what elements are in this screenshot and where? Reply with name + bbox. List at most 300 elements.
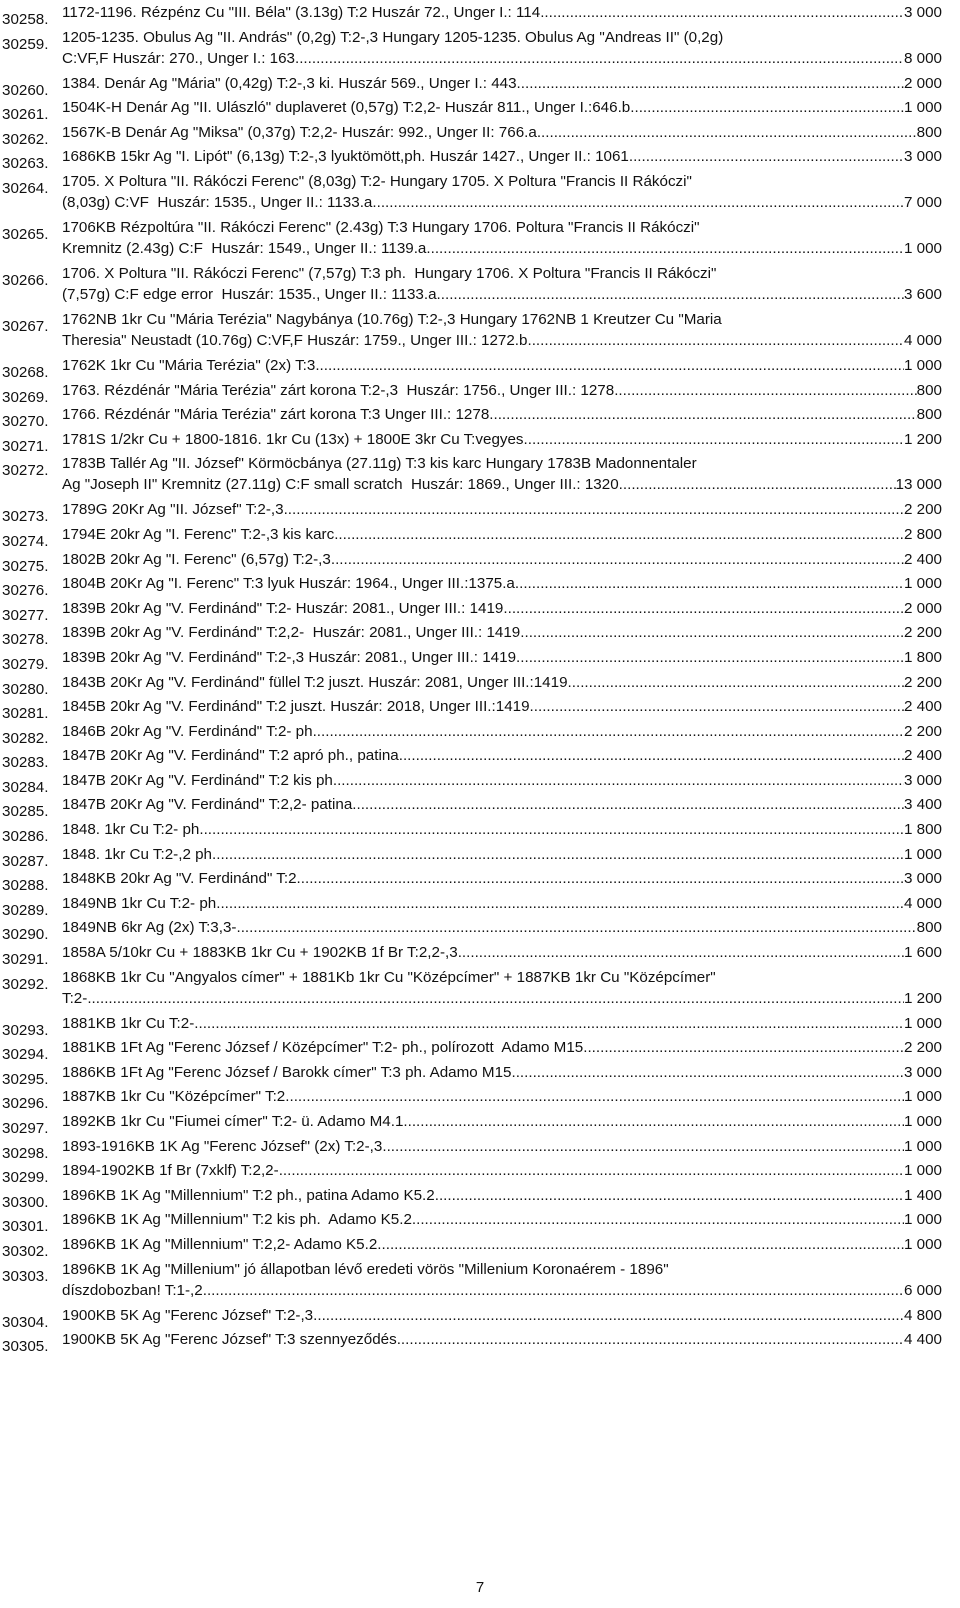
description-text: 1892KB 1kr Cu "Fiumei címer" T:2- ü. Adamo M4.1	[62, 1113, 404, 1130]
lot-description	[62, 73, 942, 94]
lot-description	[62, 1209, 942, 1230]
lot-description	[62, 1329, 942, 1350]
catalog-entry	[0, 146, 960, 173]
catalog-entry	[0, 27, 960, 69]
lot-description	[62, 1234, 942, 1255]
catalog-entry	[0, 794, 960, 821]
lot-price: 1 000	[903, 99, 942, 117]
lot-price: 3 400	[903, 796, 942, 814]
lot-price: 1 800	[903, 648, 942, 666]
description-text: 1839B 20kr Ag "V. Ferdinánd" T:2- Huszár: 2081., Unger III.: 1419.	[62, 599, 508, 617]
lot-price: 4 000	[903, 331, 942, 349]
dot-leader	[532, 330, 904, 351]
description-text: (7,57g) C:F edge error Huszár: 1535., Unger II.: 1133.a	[62, 285, 437, 303]
description-text: 1706KB Rézpoltúra "II. Rákóczi Ferenc" (2.43g) T:3 Hungary 1706. Poltura "Francis II Rákóczi"	[62, 218, 700, 236]
description-line	[62, 721, 942, 742]
catalog-entry	[0, 1329, 960, 1356]
dot-leader	[583, 1037, 904, 1058]
description-text: 1848. 1kr Cu T:2- ph.	[62, 821, 204, 839]
description-text: 1894-1902KB 1f Br (7xklf) T:2,2-	[62, 1162, 279, 1180]
description-line	[62, 942, 942, 963]
lot-price: 1 200	[903, 989, 942, 1007]
description-line	[62, 1086, 942, 1107]
lot-number-text: 30295.	[2, 1070, 49, 1088]
lot-number-text: 30302.	[2, 1242, 49, 1260]
description-text: 1896KB 1K Ag "Millennium" T:2 kis ph. Adamo K5.2	[62, 1211, 412, 1229]
lot-number-text: 30289.	[2, 901, 49, 919]
catalog-entry	[0, 770, 960, 796]
dot-leader	[382, 1136, 904, 1157]
lot-price: 3 000	[903, 4, 942, 21]
description-line	[62, 1280, 942, 1301]
catalog-entry	[0, 263, 960, 305]
dot-leader	[493, 404, 916, 425]
description-text: (8,03g) C:VF Huszár: 1535., Unger II.: 1133.a	[62, 193, 373, 211]
catalog-entry	[0, 404, 960, 431]
lot-description	[62, 1185, 942, 1206]
lot-price: 1 000	[903, 239, 942, 257]
description-line	[62, 967, 942, 988]
lot-description	[62, 1160, 942, 1181]
description-text: 1762K 1kr Cu "Mária Terézia" (2x) T:3	[62, 356, 316, 374]
lot-price: 1 000	[903, 1235, 942, 1253]
description-text: 1893-1916KB 1K Ag "Ferenc József" (2x) T:2-,3	[62, 1137, 383, 1155]
lot-description	[62, 453, 942, 495]
description-line	[62, 1329, 942, 1350]
catalog-entry	[0, 696, 960, 723]
description-line	[62, 1013, 942, 1034]
description-line	[62, 355, 942, 376]
description-text: 1849NB 6kr Ag (2x) T:3,3-	[62, 919, 237, 937]
description-line	[62, 429, 942, 450]
description-text: 1804B 20Kr Ag "I. Ferenc" T:3 lyuk Huszár: 1964., Unger III.:1375.a	[62, 575, 515, 593]
lot-price: 1 600	[903, 944, 942, 962]
catalog-entry	[0, 598, 960, 624]
lot-price: 2 800	[903, 525, 942, 543]
catalog-entry	[0, 429, 960, 455]
lot-number-text: 30268.	[2, 363, 49, 381]
catalog-entry	[0, 1160, 960, 1187]
description-text: 1172-1196. Rézpénz Cu "III. Béla" (3.13g) T:2 Huszár 72., Unger I.: 114.	[62, 4, 545, 21]
catalog-entry	[0, 721, 960, 747]
dot-leader	[544, 2, 904, 23]
description-line	[62, 622, 942, 643]
catalog-entry	[0, 868, 960, 895]
lot-description	[62, 745, 942, 766]
description-text: 1789G 20Kr Ag "II. József" T:2-,3	[62, 501, 284, 519]
lot-price: 3 600	[903, 285, 942, 303]
catalog-entry	[0, 1234, 960, 1260]
catalog-entry	[0, 309, 960, 351]
lot-price: 2 400	[903, 747, 942, 765]
description-line	[62, 1305, 942, 1326]
description-text: 1567K-B Denár Ag "Miksa" (0,37g) T:2,2- Huszár: 992., Unger II: 766.a	[62, 123, 537, 141]
lot-price: 4 800	[903, 1306, 942, 1324]
lot-number-text: 30267.	[2, 317, 49, 335]
lot-number-text: 30304.	[2, 1313, 49, 1331]
catalog-entry	[0, 524, 960, 550]
lot-number-text: 30285.	[2, 803, 49, 821]
lot-price: 1 000	[903, 1211, 942, 1229]
lot-description	[62, 97, 942, 118]
description-text: 1847B 20Kr Ag "V. Ferdinánd" T:2 kis ph.	[62, 771, 338, 789]
dot-leader	[299, 48, 904, 69]
dot-leader	[399, 745, 904, 766]
lot-description	[62, 380, 942, 401]
catalog-entry	[0, 1037, 960, 1064]
lot-number-text: 30297.	[2, 1120, 49, 1137]
dot-leader	[511, 1062, 904, 1083]
catalog-entry	[0, 573, 960, 600]
lot-price: 1 000	[903, 1113, 942, 1130]
lot-description	[62, 549, 942, 570]
catalog-entry	[0, 844, 960, 870]
lot-price: 2 000	[903, 74, 942, 92]
lot-price: 2 400	[903, 550, 942, 568]
catalog-entry	[0, 1305, 960, 1331]
lot-description	[62, 893, 942, 914]
description-line	[62, 404, 942, 425]
catalog-entry	[0, 1209, 960, 1236]
dot-leader	[618, 380, 916, 401]
description-text: díszdobozban! T:1-,2	[62, 1281, 203, 1299]
lot-description	[62, 573, 942, 594]
dot-leader	[313, 1305, 904, 1326]
description-line	[62, 1037, 942, 1058]
lot-description	[62, 524, 942, 545]
lot-description	[62, 1086, 942, 1107]
catalog-entry	[0, 819, 960, 846]
lot-price: 1 200	[903, 430, 942, 448]
description-text: Kremnitz (2.43g) C:F Huszár: 1549., Unger II.: 1139.a	[62, 239, 427, 257]
dot-leader	[297, 868, 904, 889]
lot-number-text: 30280.	[2, 680, 49, 698]
description-text: 1839B 20kr Ag "V. Ferdinánd" T:2-,3 Huszár: 2081., Unger III.: 1419.	[62, 648, 521, 666]
description-line	[62, 524, 942, 545]
lot-number-text: 30281.	[2, 705, 49, 723]
lot-description	[62, 844, 942, 865]
lot-description	[62, 1037, 942, 1058]
lot-price: 6 000	[903, 1281, 942, 1299]
lot-number-text: 30298.	[2, 1144, 49, 1162]
catalog-entry	[0, 942, 960, 969]
lot-number-text: 30291.	[2, 951, 49, 969]
description-text: 1762NB 1kr Cu "Mária Terézia" Nagybánya (10.76g) T:2-,3 Hungary 1762NB 1 Kreutzer Cu "Maria	[62, 310, 722, 328]
lot-number-text: 30294.	[2, 1046, 49, 1064]
description-line	[62, 868, 942, 889]
description-text: Ag "Joseph II" Kremnitz (27.11g) C:F small scratch Huszár: 1869., Unger III.: 1320.	[62, 476, 623, 494]
description-line	[62, 1136, 942, 1157]
lot-description	[62, 794, 942, 815]
lot-number	[0, 499, 62, 526]
dot-leader	[412, 1209, 904, 1230]
dot-leader	[372, 192, 904, 213]
lot-number-text: 30270.	[2, 413, 49, 431]
catalog-entry	[0, 549, 960, 575]
lot-number-text: 30287.	[2, 852, 49, 870]
dot-leader	[220, 893, 904, 914]
catalog-entry	[0, 355, 960, 381]
lot-number-text: 30262.	[2, 130, 49, 148]
description-line	[62, 453, 942, 474]
description-text: 1887KB 1kr Cu "Középcímer" T:2	[62, 1088, 286, 1106]
lot-number	[0, 263, 62, 289]
dot-leader	[437, 284, 904, 305]
catalog-entry	[0, 1013, 960, 1039]
lot-price: 3 000	[903, 870, 942, 888]
lot-price: 1 000	[903, 1137, 942, 1155]
lot-number	[0, 1013, 62, 1039]
catalog-entry	[0, 73, 960, 99]
lot-number	[0, 2, 62, 28]
lot-price: 1 000	[903, 575, 942, 593]
description-line	[62, 770, 942, 791]
lot-description	[62, 1013, 942, 1034]
lot-description	[62, 1136, 942, 1157]
description-line	[62, 573, 942, 594]
description-line	[62, 171, 942, 192]
lot-number-text: 30284.	[2, 778, 49, 796]
description-text: 1845B 20kr Ag "V. Ferdinánd" T:2 juszt. Huszár: 2018, Unger III.:1419.	[62, 698, 534, 716]
catalog-entry	[0, 1185, 960, 1211]
lot-number-text: 30290.	[2, 926, 49, 944]
description-text: 1847B 20Kr Ag "V. Ferdinánd" T:2,2- patina	[62, 796, 353, 814]
description-text: 1881KB 1Ft Ag "Ferenc József / Középcímer" T:2- ph., polírozott Adamo M15	[62, 1039, 584, 1057]
dot-leader	[633, 146, 904, 167]
description-line	[62, 1209, 942, 1230]
lot-price: 8 000	[903, 49, 942, 67]
dot-leader	[331, 549, 904, 570]
lot-number-text: 30299.	[2, 1169, 49, 1187]
dot-leader	[572, 672, 904, 693]
lot-price: 3 000	[903, 771, 942, 789]
description-text: 1900KB 5K Ag "Ferenc József" T:3 szennyeződés	[62, 1331, 397, 1349]
catalog-entry	[0, 1086, 960, 1113]
lot-price: 800	[916, 123, 942, 141]
description-text: 1900KB 5K Ag "Ferenc József" T:2-,3	[62, 1306, 314, 1324]
lot-description	[62, 917, 942, 938]
catalog-entry	[0, 1111, 960, 1137]
catalog-entry	[0, 499, 960, 526]
dot-leader	[194, 1013, 904, 1034]
catalog-entry	[0, 453, 960, 495]
lot-description	[62, 622, 942, 643]
lot-description	[62, 309, 942, 351]
dot-leader	[285, 1086, 904, 1107]
lot-number	[0, 217, 62, 243]
lot-description	[62, 819, 942, 840]
lot-price: 2 200	[903, 624, 942, 642]
dot-leader	[524, 429, 904, 450]
dot-leader	[317, 721, 904, 742]
dot-leader	[537, 122, 917, 143]
lot-description	[62, 942, 942, 963]
description-line	[62, 146, 942, 167]
description-line	[62, 819, 942, 840]
description-text: Theresia" Neustadt (10.76g) C:VF,F Huszár: 1759., Unger III.: 1272.b.	[62, 331, 532, 349]
catalog-entry	[0, 967, 960, 1009]
description-line	[62, 217, 942, 238]
description-line	[62, 122, 942, 143]
dot-leader	[534, 696, 904, 717]
lot-price: 2 200	[903, 501, 942, 519]
lot-number-text: 30305.	[2, 1338, 49, 1356]
dot-leader	[337, 770, 904, 791]
description-line	[62, 988, 942, 1009]
dot-leader	[403, 1111, 904, 1132]
dot-leader	[634, 97, 904, 118]
description-line	[62, 27, 942, 48]
lot-price: 13 000	[895, 476, 942, 494]
lot-description	[62, 217, 942, 259]
dot-leader	[397, 1329, 904, 1350]
description-line	[62, 1234, 942, 1255]
lot-price: 800	[916, 381, 942, 399]
catalog-list	[0, 2, 960, 1354]
lot-number-text: 30286.	[2, 828, 49, 846]
description-text: T:2-	[62, 989, 88, 1007]
lot-number-text: 30275.	[2, 557, 49, 575]
dot-leader	[279, 1160, 904, 1181]
dot-leader	[284, 499, 904, 520]
lot-description	[62, 429, 942, 450]
lot-description	[62, 27, 942, 69]
lot-description	[62, 355, 942, 376]
dot-leader	[236, 917, 916, 938]
catalog-entry	[0, 893, 960, 919]
description-text: 1781S 1/2kr Cu + 1800-1816. 1kr Cu (13x) + 1800E 3kr Cu T:vegyes	[62, 430, 524, 448]
lot-number-text: 30260.	[2, 81, 49, 99]
dot-leader	[216, 844, 904, 865]
description-text: 1896KB 1K Ag "Millenium" jó állapotban lévő eredeti vörös "Millenium Koronaérem - 1896"	[62, 1260, 669, 1278]
lot-number-text: 30258.	[2, 11, 49, 28]
description-line	[62, 48, 942, 69]
lot-number-text: 30272.	[2, 462, 49, 480]
dot-leader	[520, 647, 904, 668]
lot-number-text: 30263.	[2, 155, 49, 173]
lot-description	[62, 868, 942, 889]
description-line	[62, 1259, 942, 1280]
lot-number-text: 30292.	[2, 975, 49, 993]
lot-number-text: 30296.	[2, 1095, 49, 1113]
lot-price: 1 000	[903, 1088, 942, 1106]
lot-price: 2 200	[903, 722, 942, 740]
lot-description	[62, 263, 942, 305]
catalog-entry	[0, 380, 960, 406]
lot-number-text: 30293.	[2, 1021, 49, 1039]
lot-number-text: 30276.	[2, 582, 49, 600]
dot-leader	[623, 474, 896, 495]
description-text: 1896KB 1K Ag "Millennium" T:2 ph., patina Adamo K5.2	[62, 1186, 435, 1204]
description-text: 1205-1235. Obulus Ag "II. András" (0,2g) T:2-,3 Hungary 1205-1235. Obulus Ag "Andreas II" (0,2g)	[62, 28, 724, 46]
catalog-entry	[0, 1136, 960, 1162]
description-text: 1686KB 15kr Ag "I. Lipót" (6,13g) T:2-,3 lyuktömött,ph. Huszár 1427., Unger II.: 1061.	[62, 148, 634, 166]
lot-number-text: 30274.	[2, 532, 49, 550]
description-text: 1849NB 1kr Cu T:2- ph.	[62, 894, 221, 912]
description-text: 1802B 20kr Ag "I. Ferenc" (6,57g) T:2-,3	[62, 550, 331, 568]
description-line	[62, 794, 942, 815]
description-text: 1896KB 1K Ag "Millennium" T:2,2- Adamo K5.2	[62, 1235, 378, 1253]
description-line	[62, 1160, 942, 1181]
catalog-entry	[0, 97, 960, 124]
lot-number-text: 30264.	[2, 179, 49, 197]
dot-leader	[315, 355, 904, 376]
description-text: 1868KB 1kr Cu "Angyalos címer" + 1881Kb 1kr Cu "Középcímer" + 1887KB 1kr Cu "Középcímer"	[62, 968, 716, 986]
lot-price: 4 000	[903, 894, 942, 912]
description-line	[62, 844, 942, 865]
lot-number-text: 30283.	[2, 754, 49, 772]
lot-price: 1 000	[903, 356, 942, 374]
description-text: 1783B Tallér Ag "II. József" Körmöcbánya (27.11g) T:3 kis karc Hungary 1783B Madonnentaler	[62, 455, 697, 473]
dot-leader	[458, 942, 904, 963]
description-line	[62, 549, 942, 570]
page-number: 7	[475, 1579, 485, 1596]
dot-leader	[204, 819, 904, 840]
dot-leader	[521, 73, 904, 94]
lot-number-text: 30269.	[2, 388, 49, 406]
description-line	[62, 745, 942, 766]
description-text: 1886KB 1Ft Ag "Ferenc József / Barokk címer" T:3 ph. Adamo M15	[62, 1063, 512, 1081]
description-text: 1706. X Poltura "II. Rákóczi Ferenc" (7,57g) T:3 ph. Hungary 1706. X Poltura "Francis II Rákóczi"	[62, 264, 717, 282]
dot-leader	[426, 238, 904, 259]
lot-number	[0, 309, 62, 335]
description-text: 1763. Rézdénár "Mária Terézia" zárt korona T:2-,3 Huszár: 1756., Unger III.: 1278.	[62, 381, 619, 399]
lot-description	[62, 1259, 942, 1301]
lot-number	[0, 73, 62, 99]
lot-price: 1 000	[903, 1162, 942, 1180]
lot-price: 4 400	[903, 1331, 942, 1349]
lot-description	[62, 721, 942, 742]
description-line	[62, 1062, 942, 1083]
catalog-entry	[0, 672, 960, 698]
lot-description	[62, 146, 942, 167]
description-line	[62, 192, 942, 213]
description-text: 1384. Denár Ag "Mária" (0,42g) T:2-,3 ki. Huszár 569., Unger I.: 443.	[62, 74, 521, 92]
lot-description	[62, 122, 942, 143]
description-text: 1881KB 1kr Cu T:2-	[62, 1014, 195, 1032]
description-line	[62, 499, 942, 520]
description-line	[62, 1185, 942, 1206]
lot-number-text: 30266.	[2, 271, 49, 289]
lot-number-text: 30261.	[2, 106, 49, 124]
description-line	[62, 238, 942, 259]
description-line	[62, 73, 942, 94]
lot-price: 800	[916, 919, 942, 937]
lot-number	[0, 355, 62, 381]
lot-number-text: 30301.	[2, 1218, 49, 1236]
description-text: 1848KB 20kr Ag "V. Ferdinánd" T:2	[62, 870, 297, 888]
lot-price: 7 000	[903, 193, 942, 211]
dot-leader	[377, 1234, 904, 1255]
lot-number-text: 30277.	[2, 606, 49, 624]
lot-number-text: 30271.	[2, 437, 49, 455]
description-text: 1847B 20Kr Ag "V. Ferdinánd" T:2 apró ph., patina	[62, 747, 399, 765]
lot-description	[62, 672, 942, 693]
lot-price: 800	[916, 406, 942, 424]
catalog-entry	[0, 622, 960, 649]
lot-number-text: 30288.	[2, 877, 49, 895]
description-text: 1843B 20Kr Ag "V. Ferdinánd" füllel T:2 juszt. Huszár: 2081, Unger III.:1419.	[62, 673, 572, 691]
dot-leader	[508, 598, 904, 619]
catalog-entry	[0, 1062, 960, 1088]
description-line	[62, 330, 942, 351]
description-line	[62, 598, 942, 619]
lot-price: 3 000	[903, 1063, 942, 1081]
catalog-entry	[0, 917, 960, 944]
description-line	[62, 380, 942, 401]
lot-price: 2 200	[903, 1039, 942, 1057]
description-line	[62, 2, 942, 23]
